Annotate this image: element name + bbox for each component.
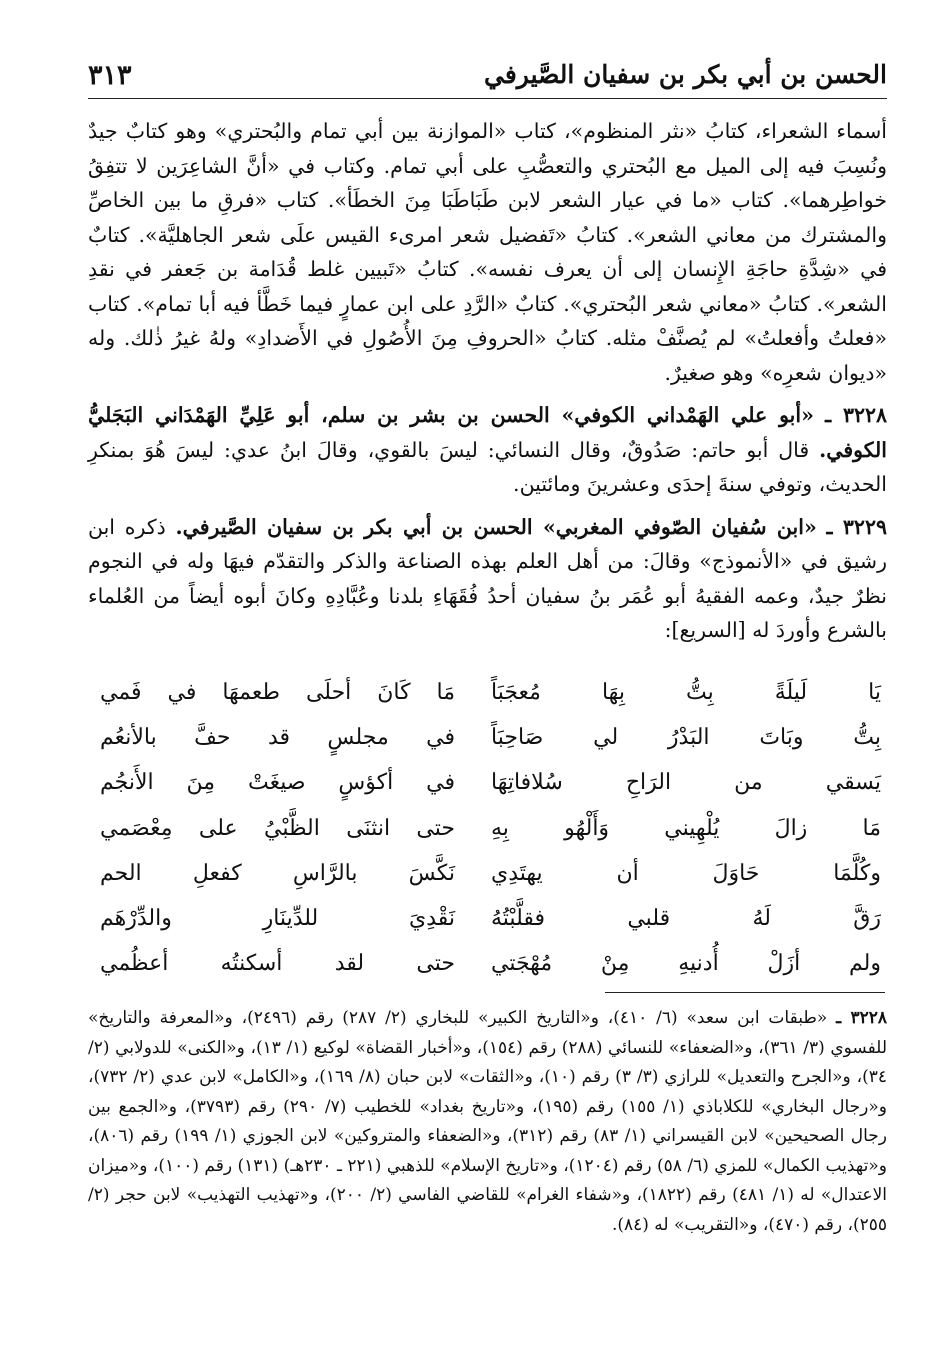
first-hemistich: مَا زالَ يُلْهِيني وَأَلْهُو بِهِ — [491, 815, 881, 841]
running-title: الحسن بن أبي بكر بن سفيان الصَّيرفي — [483, 60, 887, 89]
poem-verse — [100, 770, 881, 815]
first-hemistich: ولم أزَلْ أُدنيهِ مِنْ مُهْجَتي — [491, 951, 881, 977]
poem-verse — [100, 725, 881, 770]
poem — [100, 680, 881, 996]
running-header — [88, 58, 887, 99]
second-hemistich: في مجلسٍ قد حفَّ بالأنعُم — [100, 725, 455, 751]
page-number: ٣١٣ — [88, 60, 132, 91]
entry-heading: «أبو علي الهَمْداني الكوفي» الحسن بن بشر بن سلم، أبو عَلِيِّ الهَمْدَاني البَجَليُّ الكوفي. — [88, 403, 887, 462]
entry-text: قال أبو حاتم: صَدُوقٌ، وقال النسائي: ليسَ بالقوي، وقالَ ابنُ عدي: ليسَ هُوَ بمنكرِ الحديث، وتوفي سنةَ إحدَى وعشرينَ ومائتين. — [88, 437, 887, 496]
second-hemistich: حتى انثنَى الظَّبْيُ على مِعْصَمي — [100, 815, 455, 841]
main-text — [88, 114, 887, 648]
entry-heading: «ابن سُفيان الصّوفي المغربي» الحسن بن أبي بكر بن سفيان الصَّيرفي. — [175, 514, 817, 539]
first-hemistich: وكُلَّمَا حَاوَلَ أن يهتَدِي — [491, 860, 881, 886]
entry-text: ذكره ابن رشيق في «الأنموذج» وقالَ: من أهل العلم بهذه الصناعة والذكر والتقدّم فيهَا وله في النجوم نظرٌ جيدٌ، وعمه الفقيهُ أبو عُمَر بنُ سفيان أحدُ فُقَهَاءِ بلدنا وعُبَّادِهِ وكانَ أبوه أيضاً من العُلماء بالشرع وأوردَ له [السريع]: — [88, 514, 887, 642]
footnote-3228 — [88, 1004, 887, 1240]
footnotes — [88, 1004, 887, 1240]
continuation-paragraph: أسماء الشعراء، كتابُ «نثر المنظوم»، كتاب «الموازنة بين أبي تمام والبُحتري» وهو كتابٌ جيدٌ ونُسِبَ فيه إلى الميل مع البُحتري والتعصُّبِ على أبي تمام. وكتاب في «أنَّ الشاعِرَين لا تتفِقُ خواطِرهما». كتاب «ما في عيار الشعر لابن طَبَاطَبَا مِنَ الخطَأ». كتاب «فرقِ ما بين الخاصِّ والمشترك من معاني الشعر». كتابُ «تَفضيل شعر امرىء القيس علَى شعر الجاهليَّة». كتابٌ في «شِدَّةِ حاجَةِ الإِنسان إلى أن يعرف نفسه». كتابُ «تَبيين غلط قُدَامة بن جَعفر في نقدِ الشعر». كتابُ «معاني شعر البُحتري». كتابٌ «الرَّدِ على ابن عمارٍ فيما خَطَّأ فيه أبا تمام». كتاب «فعلتُ وأفعلتُ» لم يُصنَّفْ مثله. كتابُ «الحروفِ مِنَ الأُصُولِ في الأَضدادِ» ولهُ غيرُ ذٰلك. وله «ديوان شعرِه» وهو صغيرٌ. — [88, 119, 887, 385]
poem-verse — [100, 951, 881, 996]
second-hemistich: مَا كَانَ أحلَى طعمهَا في فَمي — [100, 680, 455, 705]
first-hemistich: يَسقي من الرَاحِ سُلافاتِهَا — [491, 770, 881, 796]
first-hemistich: بِتُّ وبَاتَ البَدْرُ لي صَاحِبَاً — [491, 725, 881, 751]
poem-verse — [100, 906, 881, 951]
entry-number: ٣٢٢٩ ـ — [826, 514, 887, 539]
first-hemistich: رَقَّ لَهُ قلبي فقلَّبْتُهُ — [491, 905, 881, 931]
second-hemistich: في أكؤسٍ صيغَتْ مِنَ الأَنجُم — [100, 770, 455, 796]
footnote-number: ٣٢٢٨ ـ — [836, 1008, 888, 1028]
second-hemistich: نَقْدِيَ للدِّينَارِ والدِّرْهَم — [100, 905, 455, 931]
entry-3229 — [88, 510, 887, 648]
entry-3228 — [88, 398, 887, 502]
poem-verse — [100, 680, 881, 725]
entry-number: ٣٢٢٨ ـ — [825, 403, 887, 427]
footnote-text: «طبقات ابن سعد» (٦/ ٤١٠)، و«التاريخ الكبير» للبخاري (٢/ ٢٨٧) رقم (٢٤٩٦)، و«المعرفة والتاريخ» للفسوي (٣/ ٣٦١)، و«الضعفاء» للنسائي (٢٨٨) رقم (١٥٤)، و«أخبار القضاة» لوكيع (١/ ١٣)، و«الكنى» للدولابي (٢/ ٣٤)، و«الجرح والتعديل» للرازي (٣/ ٣) رقم (١٠)، و«الثقات» لابن حبان (٨/ ١٦٩)، و«الكامل» لابن عدي (٢/ ٧٣٢)، و«رجال البخاري» للكلاباذي (١/ ١٥٥) رقم (١٩٥)، و«تاريخ بغداد» للخطيب (٧/ ٢٩٠) رقم (٣٧٩٣)، و«الجمع بين رجال الصحيحين» لابن القيسراني (١/ ٨٣) رقم (٣١٢)، و«الضعفاء والمتروكين» لابن الجوزي (١/ ١٩٩) رقم (٨٠٦)، و«تهذيب الكمال» للمزي (٦/ ٥٨) رقم (١٢٠٤)، و«تاريخ الإسلام» للذهبي (٢٢١ ـ ٢٣٠هـ) (١٣١) رقم (١٠٠)، و«ميزان الاعتدال» له (١/ ٤٨١) رقم (١٨٢٢)، و«شفاء الغرام» للقاضي الفاسي (٢/ ٢٠٠)، و«تهذيب التهذيب» لابن حجر (٢/ ٢٥٥)، رقم (٤٧٠)، و«التقريب» له (٨٤). — [88, 1008, 887, 1235]
second-hemistich: نَكَّسَ بالرَّاسِ كفعلِ الحم — [100, 860, 455, 886]
first-hemistich: يَا لَيلَةً بِتُّ بِهَا مُعجَبَاً — [491, 680, 881, 705]
second-hemistich: حتى لقد أسكنتُه أعظُمي — [100, 951, 455, 977]
poem-verse — [100, 861, 881, 906]
poem-verse — [100, 816, 881, 861]
footnote-separator — [605, 992, 885, 993]
